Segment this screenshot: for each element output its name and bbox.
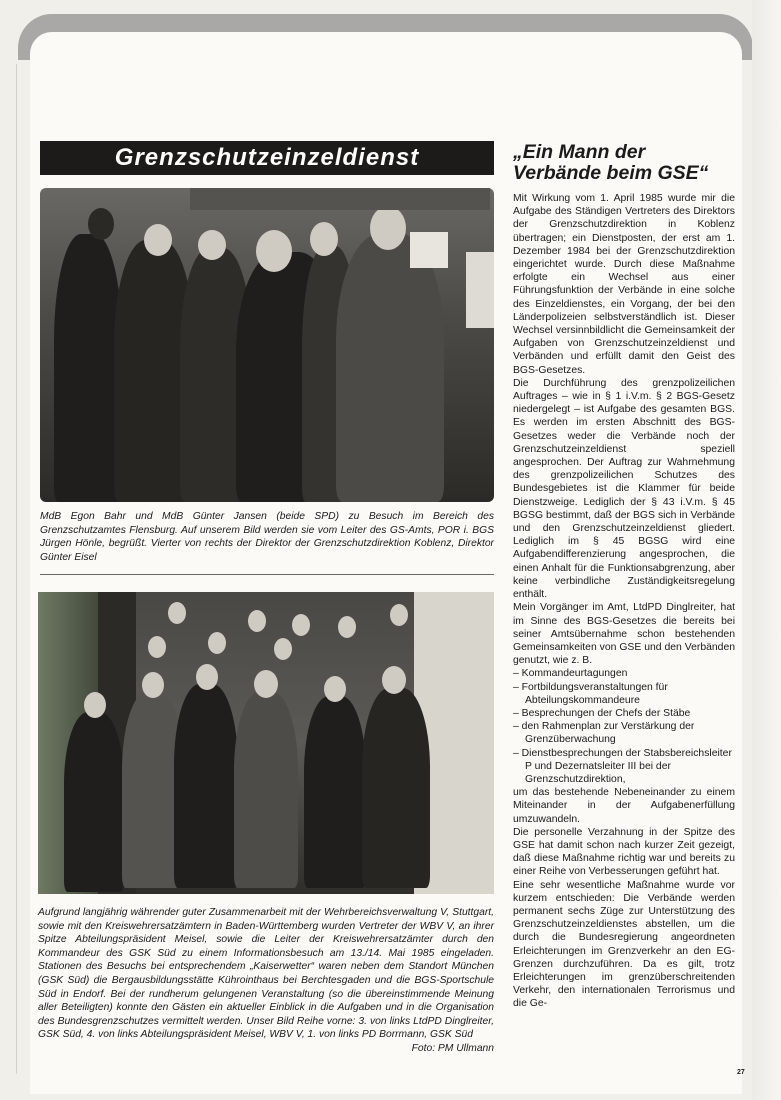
page-edge [752, 0, 781, 1100]
section-banner [40, 141, 494, 175]
photo-visit-flensburg [40, 188, 494, 502]
article-paragraph: Mein Vorgänger im Amt, LtdPD Dinglreiter, hat im Sinne des BGS-Gesetzes die bereits bei seiner Amtsübernahme schon bestehenden Gemeinsamkeiten von GSE und den Verbänden genutzt, wie z. B. [513, 602, 735, 667]
divider [40, 574, 494, 575]
photo-group-visit [38, 592, 494, 894]
page-number: 27 [737, 1069, 745, 1076]
list-item: – den Rahmenplan zur Verstärkung der Grenzüberwachung [513, 721, 695, 746]
article-column [513, 142, 735, 1011]
article-paragraph: Die personelle Verzahnung in der Spitze des GSE hat damit schon nach kurzer Zeit gezeigt, daß diese Maßnahme richtig war und bereits zu einer Reihe von Verbesserungen geführt hat. [513, 826, 735, 878]
article-paragraph: Eine sehr wesentliche Maßnahme wurde vor kurzem entschieden: Die Verbände werden permanent sechs Züge zur Unterstützung des Grenzschutzeinzeldienstes abstellen, um die durch die Bundesregierung angeordneten Erleichterungen im Grenzverkehr an den EG-Grenzen durchzuführen. Da es gilt, trotz Erleichterungen im grenzüberschreitenden Verkehr, den internationalen Terrorismus und die Ge- [513, 879, 735, 1010]
article-headline: „Ein Mann der Verbände beim GSE“ [513, 141, 709, 184]
list-item: – Kommandeurtagungen [513, 668, 628, 680]
list-item: – Besprechungen der Chefs der Stäbe [513, 707, 691, 719]
list-item: – Dienstbesprechungen der Stabsbereichsleiter P und Dezernatsleiter III bei der Grenzschutzdirektion, [513, 747, 732, 785]
section-title: Grenzschutzeinzeldienst [114, 144, 420, 171]
article-paragraph: Mit Wirkung vom 1. April 1985 wurde mir die Aufgabe des Ständigen Vertreters des Direktors der Grenzschutzdirektion in Koblenz übertragen; ein Dienstposten, der erst am 1. Dezember 1984 bei der Grenzschutzdirektion eingerichtet wurde. Durch diese Maßnahme erfolgte ein Wechsel aus einer Führungsfunktion der Verbände in eine solche des Einzeldienstes, ein Vorgang, der bei den Länderpolizeien selbstverständlich ist. Dieser Wechsel versinnbildlicht die Gemeinsamkeit der Aufgaben von Grenzschutzeinzeldienst und Verbänden und erfüllt damit den Geist des BGS-Gesetzes. [513, 193, 735, 376]
photo-caption-1: MdB Egon Bahr und MdB Günter Jansen (beide SPD) zu Besuch im Bereich des Grenzschutzamtes Flensburg. Auf unserem Bild werden sie vom Leiter des GS-Amts, POR i. BGS Jürgen Hönle, begrüßt. Vierter von rechts der Direktor der Grenzschutzdirektion Koblenz, Direktor Günter Eisel [40, 511, 494, 563]
caption-2-text: Aufgrund langjährig währender guter Zusammenarbeit mit der Wehrbereichsverwaltung V, Stuttgart, sowie mit den Kreiswehrersatzämtern in Baden-Württemberg wurden Vertreter der WBV V, an ihrer Spitze Abteilungspräsident Meisel, sowie die Leiter der Kreiswehrersatzämter durch den Kommandeur des GSK Süd zu einem Informationsbesuch am 13./14. Mai 1985 eingeladen. Stationen des Besuchs bei entsprechendem „Kaiserwetter“ waren neben dem Standort München (GSK Süd) die Bergausbildungsstätte Kührointhaus bei Berchtesgaden und die BGS-Sportschule Süd in Endorf. Bei der rundherum gelungenen Veranstaltung (so die übereinstimmende Meinung aller Beteiligten) konnte den Gästen ein aktueller Einblick in die Aufgaben und in die Organisation des Bundesgrenzschutzes vermittelt werden. Unser Bild Reihe vorne: 3. von links LtdPD Dinglreiter, GSK Süd, 4. von links Abteilungspräsident Meisel, WBV V, 1. von links PD Borrmann, GSK Süd [38, 907, 494, 1041]
article-paragraph: um das bestehende Nebeneinander zu einem Miteinander in der Aufgabenerfüllung umzuwandeln. [513, 787, 735, 825]
list-item: – Fortbildungsveranstaltungen für Abteilungskommandeure [513, 681, 668, 706]
article-list [513, 667, 735, 786]
photo-caption-2 [38, 906, 494, 1056]
margin-line [16, 64, 17, 1074]
article-paragraph: Die Durchführung des grenzpolizeilichen Auftrages – wie in § 1 i.V.m. § 2 BGS-Gesetz niedergelegt – ist Aufgabe des gesamten BGS. Es werden im ersten Abschnitt des BGS-Gesetzes weder die Verbände noch der Grenzschutzeinzeldienst speziell angesprochen. Der Auftrag zur Wahrnehmung des grenzpolizeilichen Schutzes des Bundesgebietes ist die Klammer für beide Dienstzweige. Lediglich der § 43 i.V.m. § 45 BGSG bestimmt, daß der BGS sich in Verbände und den Grenzschutzeinzeldienst gliedert. Lediglich im § 45 BGSG wird eine Aufgabendifferenzierung angesprochen, die einen Anhalt für die Funktionsabgrenzung, aber keine verbindliche Zuständigkeitsregelung enthält. [513, 377, 735, 601]
photo-credit: Foto: PM Ullmann [411, 1042, 494, 1054]
